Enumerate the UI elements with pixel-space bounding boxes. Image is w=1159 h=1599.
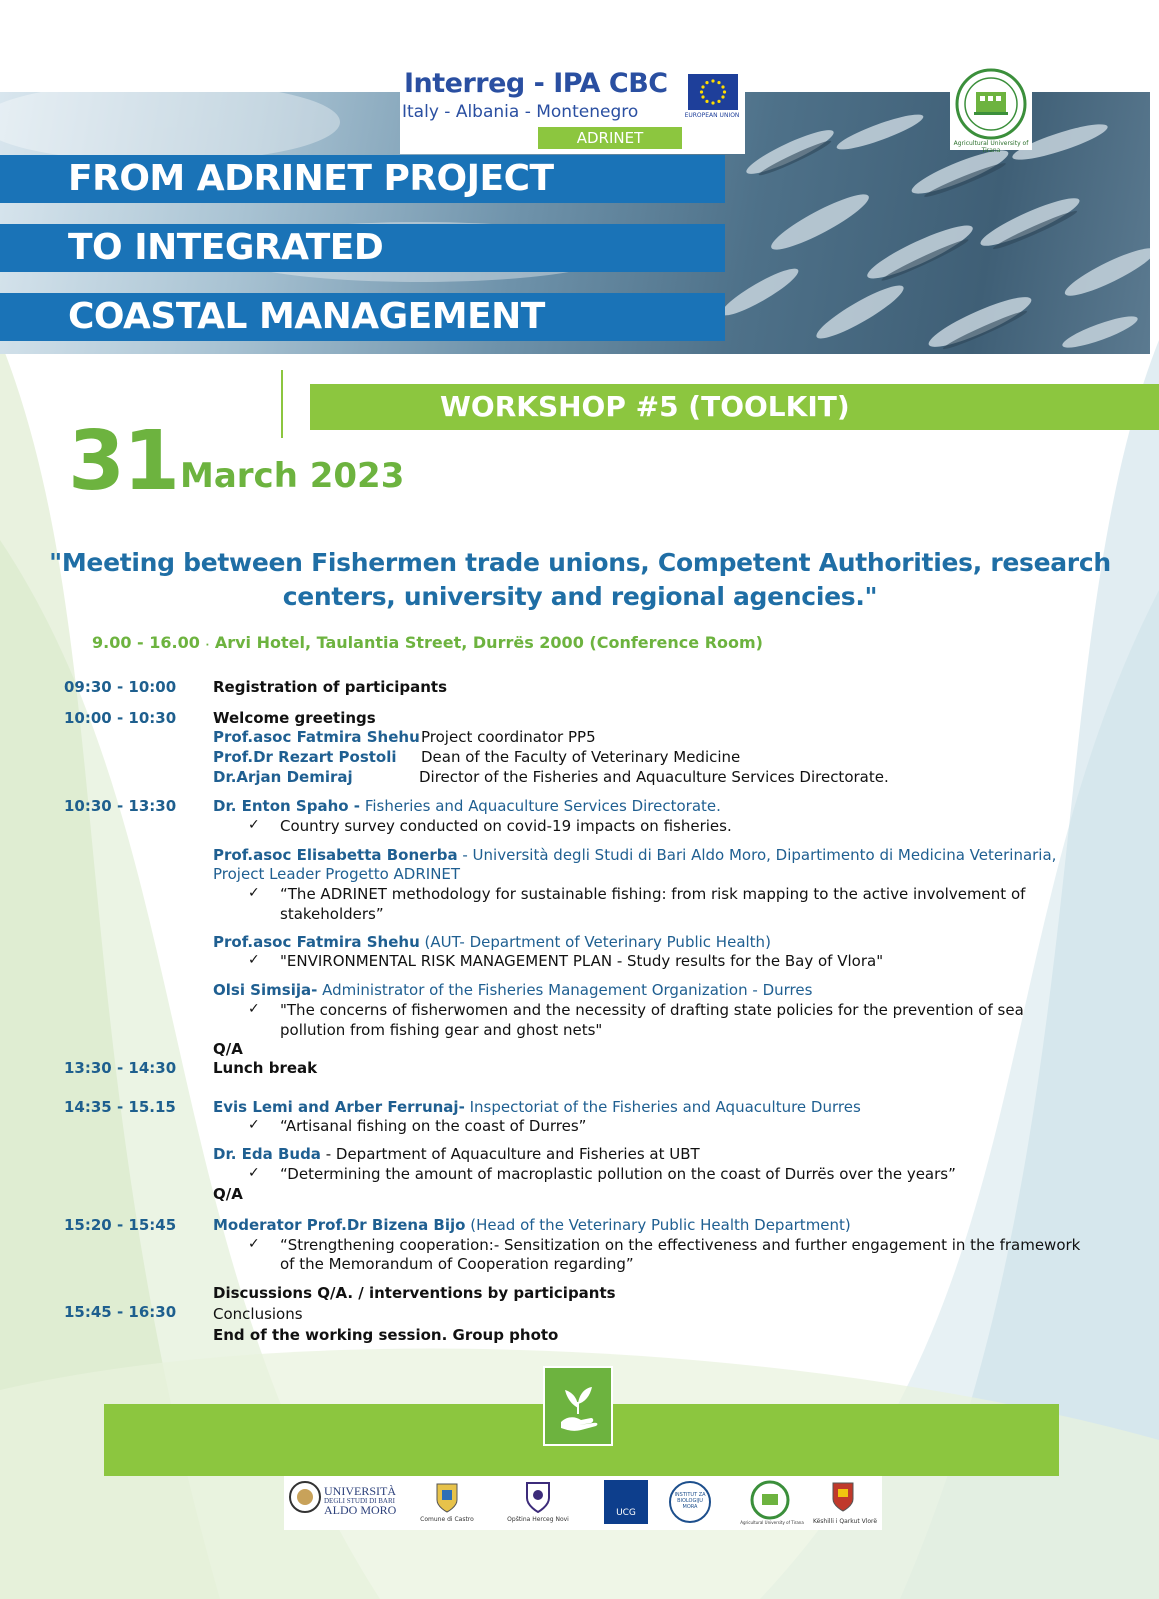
talk-topic: "The concerns of fisherwomen and the necessity of drafting state policies for the prevention of sea	[280, 1001, 1024, 1019]
interreg-countries: Italy - Albania - Montenegro	[402, 102, 639, 122]
speaker-org: Fisheries and Aquaculture Services Directorate.	[364, 797, 721, 815]
speaker-name: Dr.Arjan Demiraj	[213, 768, 353, 786]
aut-footer-caption: Agricultural University of Tirana	[740, 1520, 804, 1525]
agenda-speaker-spaho	[213, 797, 721, 815]
speaker-role: Dean of the Faculty of Veterinary Medicine	[421, 748, 741, 766]
talk-topic: “The ADRINET methodology for sustainable fishing: from risk mapping to the active involvement of	[280, 885, 1026, 903]
check-icon: ✓	[248, 885, 260, 901]
university-caption: Agricultural University of Tirana	[953, 140, 1029, 154]
sustainability-icon	[543, 1366, 613, 1446]
speaker-role: Director of the Fisheries and Aquaculture Services Directorate.	[419, 768, 889, 786]
vlore-crest-icon	[830, 1480, 856, 1514]
speaker-org: - Department of Aquaculture and Fisheries at UBT	[325, 1145, 700, 1163]
marine-biology-caption: INSTITUT ZA BIOLOGIJU MORA	[674, 1492, 706, 1510]
agenda-speaker-simsija	[213, 981, 812, 999]
workshop-label: WORKSHOP #5 (TOOLKIT)	[440, 390, 850, 423]
agenda-time: 15:20 - 15:45	[64, 1216, 177, 1234]
venue-line	[92, 633, 763, 652]
castro-crest-icon	[434, 1480, 460, 1514]
castro-logo	[434, 1480, 460, 1518]
talk-topic: Country survey conducted on covid-19 impacts on fisheries.	[280, 817, 732, 835]
divider	[281, 370, 283, 438]
eu-flag-icon	[688, 74, 738, 110]
interreg-logo	[400, 66, 745, 154]
speaker-name: Prof.asoc Elisabetta Bonerba	[213, 846, 458, 864]
title-line-3: COASTAL MANAGEMENT	[68, 296, 545, 337]
event-month-year: March 2023	[180, 456, 405, 496]
agenda-item-discussions: Discussions Q/A. / interventions by participants	[213, 1284, 616, 1302]
eu-caption: EUROPEAN UNION	[684, 112, 740, 119]
check-icon: ✓	[248, 1236, 260, 1252]
agricultural-university-logo	[950, 66, 1032, 154]
event-day: 31	[68, 414, 179, 509]
qa-label: Q/A	[213, 1185, 243, 1203]
speaker-name: Prof.asoc Fatmira Shehu	[213, 728, 420, 746]
check-icon: ✓	[248, 1117, 260, 1133]
venue-time: 9.00 - 16.00	[92, 633, 200, 652]
herceg-novi-caption: Opština Herceg Novi	[507, 1516, 569, 1523]
agenda-speaker-bijo	[213, 1216, 851, 1234]
talk-topic: "ENVIRONMENTAL RISK MANAGEMENT PLAN - Study results for the Bay of Vlora"	[280, 952, 884, 970]
vlore-logo	[830, 1480, 856, 1518]
subtitle-line-1: "Meeting between Fishermen trade unions, Competent Authorities, research	[49, 548, 1111, 577]
speaker-org: (Head of the Veterinary Public Health Department)	[470, 1216, 851, 1234]
agenda-time: 13:30 - 14:30	[64, 1059, 177, 1077]
venue-room: (Conference Room)	[589, 633, 763, 652]
speaker-name: Prof.Dr Rezart Postoli	[213, 748, 397, 766]
title-line-2: TO INTEGRATED	[68, 227, 384, 268]
check-icon: ✓	[248, 952, 260, 968]
speaker-org: - Università degli Studi di Bari Aldo Moro, Dipartimento di Medicina Veterinaria,	[462, 846, 1057, 864]
project-name-badge: ADRINET	[538, 127, 682, 149]
speaker-name: Evis Lemi and Arber Ferrunaj-	[213, 1098, 465, 1116]
speaker-org-cont: Project Leader Progetto ADRINET	[213, 865, 461, 883]
agenda-item-conclusions: Conclusions	[213, 1305, 303, 1323]
uniba-seal-icon	[288, 1480, 322, 1514]
venue-place: Arvi Hotel, Taulantia Street, Durrës 2000	[214, 633, 584, 652]
agenda-time: 15:45 - 16:30	[64, 1303, 177, 1321]
speaker-name: Prof.asoc Fatmira Shehu	[213, 933, 420, 951]
agenda-speaker-shehu	[213, 933, 771, 951]
title-line-1: FROM ADRINET PROJECT	[68, 158, 554, 199]
check-icon: ✓	[248, 1001, 260, 1017]
herceg-novi-crest-icon	[524, 1480, 552, 1514]
speaker-name: Olsi Simsija-	[213, 981, 318, 999]
meeting-subtitle	[40, 546, 1120, 614]
university-seal-icon	[950, 66, 1032, 140]
check-icon: ✓	[248, 1165, 260, 1181]
speaker-name: Dr. Enton Spaho -	[213, 797, 361, 815]
talk-topic: “Artisanal fishing on the coast of Durres”	[280, 1117, 587, 1135]
interreg-brand: Interreg - IPA CBC	[404, 68, 668, 99]
talk-topic: “Determining the amount of macroplastic pollution on the coast of Durrës over the years”	[280, 1165, 956, 1183]
agenda-time: 10:00 - 10:30	[64, 709, 177, 727]
vlore-caption: Këshilli i Qarkut Vlorë	[812, 1518, 878, 1525]
herceg-novi-logo	[524, 1480, 552, 1518]
speaker-name: Moderator Prof.Dr Bizena Bijo	[213, 1216, 466, 1234]
uniba-name: UNIVERSITÀ DEGLI STUDI DI BARI ALDO MORO	[324, 1484, 397, 1517]
speaker-org: Administrator of the Fisheries Management Organization - Durres	[322, 981, 813, 999]
speaker-org: Inspectoriat of the Fisheries and Aquaculture Durres	[469, 1098, 861, 1116]
agenda-time: 09:30 - 10:00	[64, 678, 177, 696]
check-icon: ✓	[248, 817, 260, 833]
castro-caption: Comune di Castro	[420, 1516, 474, 1523]
subtitle-line-2: centers, university and regional agencies."	[282, 582, 878, 611]
agenda-time: 10:30 - 13:30	[64, 797, 177, 815]
agenda-item-welcome: Welcome greetings	[213, 709, 376, 727]
partner-logos	[284, 1476, 882, 1530]
agenda-item-registration: Registration of participants	[213, 678, 448, 696]
talk-topic-cont: pollution from fishing gear and ghost nets"	[280, 1021, 603, 1039]
aut-footer-logo	[750, 1480, 790, 1524]
agenda-item-lunch: Lunch break	[213, 1059, 318, 1077]
uniba-logo	[288, 1480, 322, 1518]
qa-label: Q/A	[213, 1040, 243, 1058]
speaker-org: (AUT- Department of Veterinary Public Health)	[424, 933, 771, 951]
talk-topic-cont: stakeholders”	[280, 905, 384, 923]
agenda-time: 14:35 - 15.15	[64, 1098, 176, 1116]
agenda-speaker-bonerba	[213, 846, 1056, 864]
speaker-role: Project coordinator PP5	[421, 728, 596, 746]
agenda-item-end: End of the working session. Group photo	[213, 1326, 559, 1344]
agenda-speaker-buda	[213, 1145, 700, 1163]
ucg-logo: UCG	[604, 1480, 648, 1524]
aut-seal-icon	[750, 1480, 790, 1520]
talk-topic-cont: of the Memorandum of Cooperation regarding”	[280, 1255, 634, 1273]
venue-separator: ·	[205, 640, 210, 651]
speaker-name: Dr. Eda Buda	[213, 1145, 321, 1163]
agenda-speaker-lemi	[213, 1098, 861, 1116]
talk-topic: “Strengthening cooperation:- Sensitization on the effectiveness and further engagement in the framework	[280, 1236, 1081, 1254]
